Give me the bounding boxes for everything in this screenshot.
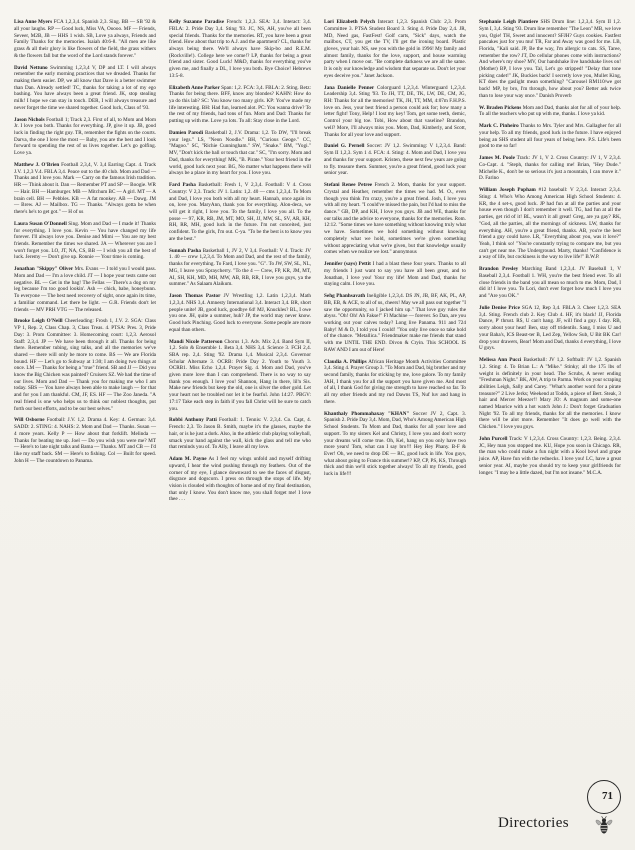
entry-name: Sehg Phanhsavath — [324, 293, 366, 300]
entry-text: Ineligible 1,2,3,4. DS JN, JB, BF, AK, PL, AP, BB, EB, & ACE, to all of us, cheers! May we all pass out together "I saw the opportunity, so I jacked him up." That love guy rules the abyss. "Oh! Oh! Ah Fakse!" Fl Machine — forever. So Dan, are you working out your calves today? Long live Panama. 911 and 724 Baby! M & D, I told you I could! "You only live once so take hold of the chance. "Metallica." Friendmaker make me friends that stand with me UNTIL THE END. Divon & Cryin. This SCHOOL IS RAW AND I am out of Here! — [324, 293, 467, 353]
entry-name: James M. Poole — [479, 155, 515, 162]
entry-text: Mom and Dad, thanks alot for all of your help. To all the teachers who put up with me, thanks. I love ya kid. — [479, 104, 621, 118]
entry-name: Khanthaly Phommahaxay "KHAN" — [324, 410, 410, 417]
entry-text: SHS Drum line: 1,2,3,4. Sym II 1,2. Sym I, 3,4. Sting '93. Drum line remember "The Leon" MB, we love you, Ogie! TH, Sweet and innocent? SFJH? Guys cookies. Fastfest pancakes just for you mu! TR, Far and Away was good for me. LB, Florida, "Kali said. JP, Be the way, I'm allergic to cats. SS, Taree, remember the row? JT, Do cellular phones come with instructions? And where's my shoe? MV, Our handshake live handshake lives on! (Mother) BP, I love you. Tal, Let's go stripped! "Delay that tone picking cadet!" JK, Buckies back! I secretly love you, Mullet King, KT does the gaslight mean something? "Carousel RM110/we got back! MP, by bro, I'm through, how about you? Better ask twice than to lose your way once." Danish Proverb — [479, 19, 622, 99]
entry-name: Mandi Nicole Patterson — [169, 338, 223, 345]
directory-entry — [324, 261, 466, 288]
directory-entry — [169, 339, 311, 413]
page-footer — [14, 780, 621, 838]
directory-entry — [324, 293, 466, 353]
directory-entry — [324, 411, 466, 478]
entry-text: Basketball 2, J.V. Drama: 1,2. To DW, "I'll break your legs." LS, "Neon Noodle." BH, "Curious Geoge." CC, "Magoo." SC, "Richie Cunningham." SW, "Snake." BM, "Yogi." MV, "Don't kick the ball or touch that car." SC, "I'm sorry. Mom and Dad, thanks for everything! MK, "B. Pirate." Your best friend in the world, good luck next year. BG, No matter what happens there will always be a place in my heart for you. I love you. — [169, 130, 311, 177]
directory-entry — [14, 417, 156, 464]
entry-name: Matthew J. O'Brien — [14, 162, 60, 169]
directory-entry — [324, 182, 466, 256]
entry-name: William Joseph Popham — [479, 187, 536, 194]
directory-entry — [324, 359, 466, 406]
entry-name: Jana Danielle Penner — [324, 84, 375, 91]
directory-entry — [169, 182, 311, 242]
entry-name: Elizabeth Anne Parker — [169, 84, 220, 91]
directory-column-2 — [169, 14, 311, 784]
entry-name: Will Osborne — [14, 417, 45, 424]
directory-entry — [14, 318, 156, 412]
directory-entry — [169, 456, 311, 503]
entry-text: Basketball: Fresh 1, V 2,3,4. Football: V 4. Cross Country: V 2,3. Track: JV 1. Latin: 1,2. 40 — cms 1,2,3,4. To Mom and Dad, I love you both with all my heart. Hannah, once again its on, love you. MaryAnn, thank you for everything. Alon-deca, we will get it right, I love you. To the family, I love you all. To the posse — 97, KR, RB, JM, MT, MO, SH, JJ, MW, SL, SV, AR, KH, RH, RR, MH, good luck in the future. I'm not conceited, just confident. To the girls, I'm out. C-ya. "To be the best is to know you are the best." — [169, 182, 311, 242]
entry-name: Jason Thomas Pastor — [169, 293, 221, 300]
directory-entry — [479, 266, 621, 300]
entry-name: Laura Susan O'Donnell — [14, 220, 67, 227]
entry-text: Chorus 1,3. Adv. Mix 2,4. Band Sym II, 1,2. Solo & Ensemble 1. Beta 3,4. NHS 3,4. Science 3. FCH 2,4. SBA rep. 2,4. Sting '92. Drama 1,4. Musical 2,3,4. Governor Scholar Alternate 3. OCRB: Pride Day 2. Youth to Youth 3. OCRB1. Miss Echo 1,2,4. Prayer Sig. 4. Mom and Dad, you've given more love than I can comprehend. There is no way to say thank you enough. I love you! Shannon, Hang in there, lil'n Sis. Make new friends but keep the old, one is silver the other gold. Let your heart not be troubled nor let it be fearful. John 14:27. PBGV: 17:17 Take each step in faith if you fall Christ will be sure to catch you. — [169, 338, 311, 412]
directory-entry — [14, 162, 156, 216]
entry-text: As I feel my wings unfold and myself drifting upward, I hear the wind pushing through my feathers. Out of the corner of my eye, I glance downward to see the faces of disgust, disgrace and dogscorn. I press on through the stops of life. My vision is clouded with thoughts of home and of my final destination, that only I know. You don't know me, you shall forget me! I love thee . . . — [169, 456, 311, 503]
entry-name: John Purcell — [479, 436, 508, 443]
entry-text: African Heritage Month Activities Committee 3,4. Sting 4. Prayer Group 3. "To Mom and Dad, big brother and my second family, thanks for sticking by me, love galore. To my family JAH, I thank you for all the support you have given me. And most of all, I thank God for giving me strength to have reached so far. To all my other friends and my rud Dawns TS, Nuf luv and hang in there. — [324, 358, 466, 405]
entry-name: Mark C. Pinheiro — [479, 123, 519, 130]
directory-entry — [479, 436, 621, 476]
entry-text: Interact 1,2,3. Spanish Club: 2,3. Prom Committee 3. PTSA Student Board 3. Sting 4. Pride Day 2,4. JR, MD, Need gas, FastFest! Golf carts, "Sick" days, watch the mailbox, CT, you get the TV, I'll get the ironing board. Plastic gloves, your hair. NS, see you with the gold in 1996! My family and almost family, thanks for the love, support, and house warming party when I move out. "Be complete darkness we are all the same. It is only our knowledge and wisdom that separate us. Don't let your eyes deceive you." Janet Jackson. — [324, 19, 466, 79]
entry-name: Adam M. Payne — [169, 456, 207, 463]
directory-entry — [324, 19, 466, 79]
entry-text: Span: 1,2. FCA: 3,4. FBLA: 2. Sting. Betz: Thanks for being there. BFF, know any blondes? KAHN: How do ya do this lab? SC: You know too many girls. KP: You've made my life interesting. BH: Had fun, learned alot. PC: You wanna drive? To the rest of my friends, had tons of fun. Mom and Dad: Thanks for putting up with me. Love ya lots. To all: Stay close in the Lord. — [169, 84, 312, 125]
directory-entry — [14, 266, 156, 313]
entry-name: Stephanie Leigh Piantiere — [479, 19, 539, 26]
bee-emblem-icon — [591, 812, 617, 838]
entry-text: French: 1,2,3. SEA: 3,4. Interact: 3,4. FBLA: 2. Pride Day 3,4. Sting '93. JC, NS, AH, you've all been special friends. Thanks for the memories. RT, you have been a great friend. How about that trip to A.J. and the apartment? CL, thanks for always being there. We'll always have Skip-bo and R.E.M. (Rockville!). College here we come!? LP, thanks for being a great friend and sister. Good Luck! M&D, thanks for everything you've given me, and finally a DL, I love you both. Bye Choice! Hebrews 13:5-8. — [169, 19, 311, 79]
entry-text: Football 1; Track 2,3. First of all, to Mom and Mom Jr. I love you both. Thanks for everything. JP, give it up. JB, good luck in finding the right guy. TR, remember the fights on the courts. Darva, the one I love the most — Baby, you are the best and I look forward to spending the rest of us lives together. Let's go golfing. Love ya. — [14, 116, 156, 157]
entry-name: Julie Denise Price — [479, 304, 520, 311]
entry-text: I had a blast these four years. Thanks to all my friends I just want to say you have all been great, and to Jonathan, I love you! Your my life! Mom and Dad, thanks for staying calm. I love you. — [324, 261, 467, 288]
entry-name: Lori Elizabeth Pelych — [324, 19, 376, 26]
entry-text: Mrs. Evans — I told you I would pass. Mom and Dad — I'm a love child. JT — I hope your tests came out negative. BL — Get in the bag! The Fellas — There's a dog on my leg because I'm too good lookin'. Ash — chick, babe, honeybunn. To everyone — The best need recovery of sight, once again its time, a familiar command. Let there be light. — G.R. Friends don't let friends — MV PRH VTG — The released. — [14, 266, 156, 313]
entry-text: SGA 12, Rep 3,4. FBLA 3. Cheer 1,2,3. SEA 3,4. Sting. French club 2. Key Club 4. HF, it's black! JJ, Florida Dance, P' thrust. RS, U can't hang. JF, will find a guy. I day. RB, sorry about your heat! Ben, stay off tridentils. Sang, I miss U and your Baha's, ICS Beast-ter B, Led Zep, Yellow Sub, U Bit BK Car! drop your drawers, Bear! Mom and Dad, thanks 4 everything, I love U guys. — [479, 304, 621, 352]
directory-entry — [14, 19, 156, 59]
page-number: 71 — [602, 790, 613, 802]
directory-entry — [14, 117, 156, 157]
entry-text: Swimming 1,2,3,4 V, DP and LT. I will always remember the early morning practices that we dreaded. Thanks for making them easier. DP, we all know that Dave is a better swimmer than Dan. Already settled! TC, thanks for taking a lot of my ego bashing. You have always been a great friend. JK, stop stealing milk! I hope we can stay in touch. DER, I will always treasure and never forget the time we shared together. Good luck, Class of '93. — [14, 64, 157, 111]
entry-name: David Nettuno — [14, 64, 48, 71]
entry-text: Soccer JV 2, Capt. 3. Spanish 2. Pride Day 3,4. Mom, Dad, Who's Among American High School Students. To Mom and Dad, thanks for all your love and support. To my sisters Kel and Christy, I love you and don't worry your dreams will come true. Oh, Kel, hang on you only have two more years! Tom, what can I say bro!!! Hey Hey Phany. B-F & Ever! Oh, we need to drop DE — RC, good luck in life. You guys, what about going to France this summer!? KP, CP, PS, KS, Through thick and thin we'll stick together always! To all my friends, good luck in life!!! — [324, 410, 466, 478]
directory-entry — [479, 105, 621, 118]
entry-name: Lisa Anne Myers — [14, 19, 53, 26]
entry-name: Sunnah Pasha — [169, 247, 201, 254]
directory-column-3 — [324, 14, 466, 784]
entry-text: FCA 1,2,3,4. Spanish 2,3. Sing. BB — SB '92 & all your laughs. RP — Good luck, Miss VA, Ooooo. MF — Friends, Seveer, M2B, JB — HHS 1 wish. SB, Love ya always, Friends and Family Thanks for the memories. Isaiah 40:6-8. "All men are like grass & all their glory is like flowers of the field, the grass withers & the flowers fall but the word of the Lord stands forever." — [14, 19, 157, 59]
directory-entry — [14, 65, 156, 112]
entry-text: Sing. Mom and Dad — I made it! Thanks for everything. I love you. Kevin — You have changed my life forever. I'll always love you. Denise and Mimi — You are my best friends. Remember the times we shared. JA — Wherever you are I won't forget you. LO, JT, NA, CS, BB — I wish you all the best of luck. Jeremy — Don't give up. Ronnie — Your time is coming. — [14, 220, 157, 261]
entry-text: Marching Band 1,2,3,4. JV Baseball 1, V Baseball 2,3,4. Football 1. WH, you're the best friend ever. To all close friends in the band you all mean so much to me. Mom, Dad, I did it! I love you. To Lori, don't ever forget how much I love you and "Are you OK." — [479, 266, 621, 300]
directory-entry — [169, 293, 311, 333]
entry-text: #12 baseball: V 2,3,4. Interact 2,3,4. Sting: 4. Who's Who Among American High School Students: 4. KR, the 4 set-s, good luck. JP had fun at all the parties and your house even though I don't remember it well. TG, had fun at all the parties, get rid of it! BL, wasn't it all great! Greg, are ya gay? RK, "God, all the parties, all the mornings of sickness. LW, thanks for everything. AH, you're a great friend, thanks. AB, you're the best friend a guy could have. LR, "Everything about you, was it love?" Yeah, I think so! "You're constantly trying to compare me, but you can't get near me. The Underground. Marty, thanks! "Confidence is a way of life, but cockiness is the way to live life!" B.W.P. — [479, 187, 621, 261]
entry-name: Jason Nichols — [14, 116, 45, 123]
directory-columns — [14, 14, 621, 784]
section-label: Directories — [497, 815, 569, 831]
directory-entry — [169, 248, 311, 288]
entry-name: Daniel G. Pernell — [324, 143, 365, 150]
directory-entry — [479, 19, 621, 99]
directory-entry — [479, 357, 621, 431]
entry-name: Robbi Anthony Patti — [169, 417, 217, 424]
entry-text: Football: J.V. 1,2. Drama 4. Key: 4. German: 3,4. SADD: 2. STING: 4. NAHS: 2. Mom and Dad — Thanks. Susan — 4 more years. Kelly P — How about that forklift. Melinda — Thanks for beating me up. Joel — Do you wish you were me? MT — Here's to late night talks and Bama — Thanks. MT and CB — I'd like my staff back. SM — Here's to fishing. Col — Built for speed. John H — The countdown to Panama. — [14, 417, 157, 464]
directory-column-1 — [14, 14, 156, 784]
entry-name: Fard Pasha — [169, 182, 196, 189]
entry-name: Damien Parodi — [169, 130, 204, 137]
entry-name: Claudia A. Phillips — [324, 358, 367, 365]
directory-entry — [479, 155, 621, 182]
entry-text: Track: V 1,2,3,4. Cross Country: 1,2,3. Being. 2,3,4. JC, Hey man you stopped me. KU, Hope you soon in Chicago. RR, the man who could make a fun night with a Kool bowl and grape juice. AP, Have fun with the rednecks. I love you! LC, have a great senior year. AI, maybe you should try to keep your girlfriends for longer. "I may be a little dazed, but I'm not insane." M.C.A. — [479, 436, 621, 476]
directory-entry — [169, 417, 311, 451]
directory-entry — [14, 221, 156, 261]
entry-text: Football 2,3,4, V. 3,4 Earring Capt. 4. Track J.V. 1,2,3 V.4. FBLA 3,4. Peace out to the 40 club. Mom and Dad — Thanks and I love you. Mark — Carry on the famous Irish tradition. HR — Think about it. Dan — Remember PT and SP — Boogie. WR — Hair. BH — Hamburger. MB — Mitchum BC — A girl. MT — A brain cell. BH — Pebbles. KB — A fat monkey. AB — Dawg. JM — Brew. AJ — Mailbox. TG — Thanks. "Always gotta be when there's he's to get got." — H of us — [14, 162, 156, 215]
entry-text: French 2. Mom, thanks for your support. Crystal and Heather, remember the times we had. M. O., even though you think I'm crazy, you're a great friend. Josh, I love you with all my heart. "I could've missed the pain, but I'd had to miss the dance." GB, DP, and KH, I love you guys. JB and WE, thanks for our talks and the advice to everyone, thanks for the memories. Rom. 12:12. "Some times we have something without knowing truly what we have. Sometimes we hold something without knowing completely what we hold, sometimes we're given something without appreciating what we're given, but that knowledge usually comes when we realize we lost." anonymous — [324, 182, 466, 256]
entry-text: Basketball: JV 1,2. Softball: JV 1,2. Spanish 1,2. Sting: 4. To Brian L.: A "Mike." Stinky; all the 175 lbs of weight is definitely in your head. The Scrubs, A never ending "Freshman Night." BK, AW, A trip to Parma. Work on your scraping abilities Leigh, Sally and Carey. "What's another word for a pirate treasure?" 2 Live Jerks; Weekend at Todds, a piece of Bert. Steak, 3 hair and Mercer Meezer!! Mary JO: A magnum and some-one named Maurice with a hot watch John J.: Don't forget Graduation Night '92. To all my friends, thanks for all the memories. I know there will be alot more. Remember "It does go well with the Chicken." I love you guys. — [479, 357, 621, 431]
entry-text: Track: JV 1, V 2. Cross Country: JV 1, V 2,3,4. Co-Capt. 4. "Steph, thanks for calling me! Brian, "Hey Dude." Michelle K., don't be so serious it's just a mountain, I can move it." D. Farino — [479, 155, 621, 182]
directory-entry — [169, 130, 311, 177]
entry-name: Brooke Leigh O'Neill — [14, 318, 63, 325]
entry-name: Stefani Renee Petree — [324, 182, 373, 189]
entry-text: Basketball 1, JV 2, V 3,4. Football: V 4. Track: JV 1. 40 — crew 1,2,3,4. To Mom and Dad, and the rest of the family, thanks for everything. To Fard, I love you. "G". To JW, SW, SL, NL, MG, I leave you Spraycherry. "To the 4 — Crew, FP, KR, JM, MT, AI, SH, KH, MD, MH, MW, AB, RB, RR, I love you guys, ya the summer." As Salaam Alaikum. — [169, 247, 311, 288]
directory-entry — [324, 85, 466, 139]
entry-name: Melissa Ann Pucci — [479, 357, 522, 364]
directory-entry — [169, 85, 311, 125]
entry-name: Jennifer (says) Pettit — [324, 261, 371, 268]
directory-column-4 — [479, 14, 621, 784]
entry-name: Jonathan "Skippy" Oliver — [14, 266, 74, 273]
entry-text: Cheerleading: Frosh 1, J.V. 2. SGA: Class VP 1, Rep. 2, Class Chap. 3, Class Treas. 4. PTSA: Pres. 3, Pride Day: 3. Prom Committee: 3. Homecoming court: 1,2,3. Aerosol Staff: 2,3,4. JP — We have been through it all. Thanks for being there. Remember tubing, sing talks, and all the memories we've shared — there will only be more to come. BS — We are Florida bound. HF — Let's go to Subway at 1:30; I am doing two things at once. LM — Thanks for being a "true" friend. SB and JJ — Did you know the Big Chicken was painted? Cruisers SZ. We had the time of our lives. Mom and Dad — Thank you for making me who I am today. SBS — You have always been able to make laugh — for that and for you I am thankful. CM, JF, ES. HF — The Zoo Janeda. "A real friend is one who helps us to think our noblest thoughts, put forth our best efforts, and to be our best selves." — [14, 318, 157, 412]
directory-entry — [479, 305, 621, 352]
directory-entry — [324, 143, 466, 177]
entry-name: Brandon Presley — [479, 266, 519, 273]
entry-text: Colorguard 1,2,3,4. Winterguard 1,2,3,4. Leadership 3,4. Sting '93. To JH, TT, DE, TK, LW, DE, CM, JG, RH: Thanks for all the memories! TK, JH, TT, MM, 4:07m F.H.P.S. love on. Jess, your best friend a person could ask for; how many a letter fight! Tony, Help! I lost my key! Tom, get some teeth, demic, Control your big toe. Tobi, How about that vaseline? Brandon, well? More, I'll always miss you. Mom, Dad, Kimberly, and Scott, Thanks for all your love and support. — [324, 84, 467, 138]
entry-text: Thanks to Mrs. Tyler and Mrs. Gallagher for all your help. To all my friends, good luck in the future. I have enjoyed being an SHS student all four years of being here. P.S. Life's been good to me so far! — [479, 123, 621, 150]
entry-name: Kelly Suzanne Paradise — [169, 19, 225, 26]
directory-entry — [479, 123, 621, 150]
entry-text: JV Wrestling 1,2. Latin 1,2,3,4. Math 1,2,3,4. NHS 3,4. Amnesty International 3,4. Interact 3,4. BR, short people unite! JB, good luck, goodbye 64! MJ, Knuckles? BL, I owe you one. JH, quite a summer, huh? JP, the world may never know. Good luck Pinching. Good luck to everyone. Some people are more equal than others. — [169, 293, 312, 333]
directory-entry — [479, 187, 621, 261]
entry-text: Soccer: JV 1,2. Swimming: V 1,2,3,4. Band: Sym II 1,2,3. Sym 1 4. FCA: 4. Sting: 4. Mom and Dad, I love you and thanks for your support. Kristen, these next few years are going to fly. treasure them. Summer, you're a great friend, good luck your senior year. — [324, 143, 466, 177]
directory-entry — [169, 19, 311, 79]
entry-text: Football: 1. Tennis: V. 2,3,4. Co. Capt, 4. French: 2,3. To Jason B. Smith, maybe it's the glasses, maybe the hair, or is he just a dork. Also, in the athletic club playing volleyball, smack your hand against the wall, kick the glass and tell me who that reminds you of. To Ally, I leave all my love. — [169, 417, 312, 451]
entry-name: W. Braden Pickens — [479, 104, 522, 111]
